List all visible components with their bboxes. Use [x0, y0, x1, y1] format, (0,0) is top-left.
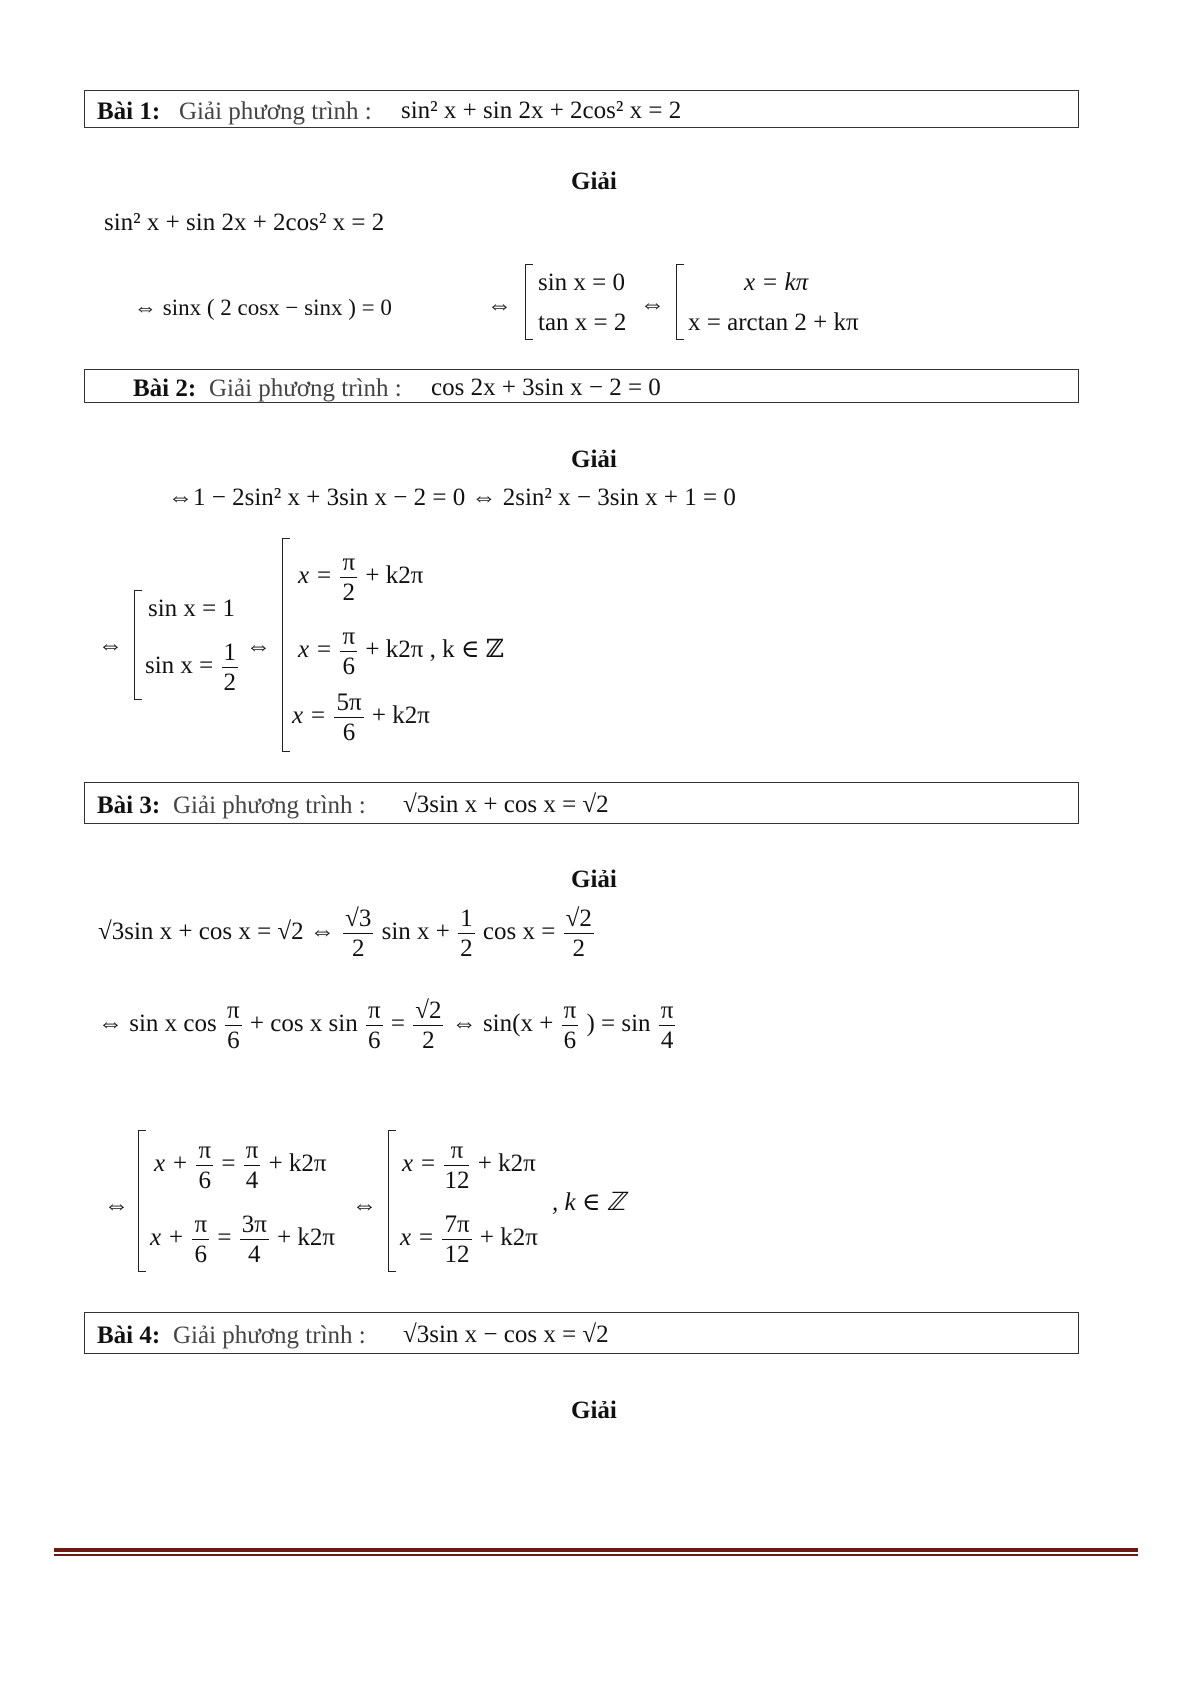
sol3-line2-a: ⇔ sin x cos	[98, 1010, 217, 1038]
plus-k2pi: + k2π	[277, 1224, 336, 1252]
footer-rule	[54, 1548, 1138, 1552]
system-bracket	[525, 264, 533, 340]
sol2-sys-a2-left: sin x =	[145, 652, 214, 680]
sol1-line1: sin² x + sin 2x + 2cos² x = 2	[104, 209, 385, 236]
equals: =	[390, 1010, 405, 1038]
fraction	[343, 906, 373, 961]
solution-heading: Giải	[571, 866, 617, 893]
plus-k2pi: + k2π	[477, 1150, 536, 1178]
fraction	[366, 998, 383, 1053]
numerator: π	[245, 1137, 259, 1164]
denominator: 4	[660, 1027, 674, 1054]
sinx-plus: sin x +	[381, 918, 450, 946]
problem-2-box	[84, 369, 1079, 403]
denominator: 2	[352, 935, 365, 962]
denominator: 4	[248, 1241, 261, 1268]
sol3-line2-c: ⇔ sin(x +	[451, 1010, 554, 1038]
plus-k2pi: + k2π	[365, 636, 424, 664]
problem-1-box	[84, 90, 1079, 128]
sol3-line2-d: ) = sin	[586, 1010, 651, 1038]
denominator: 2	[422, 1027, 435, 1054]
system-bracket	[138, 1130, 146, 1272]
fraction	[334, 690, 363, 745]
footer-rule-thin	[54, 1554, 1138, 1556]
system-bracket	[134, 590, 142, 700]
fraction	[192, 1212, 209, 1267]
solution-heading: Giải	[571, 168, 617, 195]
sol3-line2	[98, 998, 677, 1053]
sol1-sys-a2: tan x = 2	[538, 309, 627, 336]
sol2-root-3	[292, 690, 430, 745]
equiv-arrow: ⇔	[98, 632, 123, 659]
numerator: π	[342, 623, 356, 650]
problem-label: Bài 1:	[97, 98, 161, 125]
problem-3-box	[84, 782, 1079, 824]
equals: =	[217, 1224, 232, 1252]
denominator: 2	[223, 669, 237, 696]
sol3-line1-left: √3sin x + cos x = √2 ⇔	[98, 918, 335, 946]
sol2-root-2	[298, 624, 504, 679]
sol3-root-2	[400, 1212, 538, 1267]
numerator: 1	[223, 639, 237, 666]
plus-k2pi: + k2π	[371, 702, 430, 730]
x-plus: x +	[150, 1224, 185, 1252]
problem-label: Bài 3:	[97, 792, 161, 819]
denominator: 4	[245, 1167, 259, 1194]
equiv-arrow: ⇔	[487, 292, 512, 319]
plus-k2pi: + k2π	[479, 1224, 538, 1252]
solution-heading: Giải	[571, 446, 617, 473]
equiv-arrow: ⇔	[246, 633, 271, 660]
sol2-sys-a1: sin x = 1	[148, 595, 236, 622]
problem-prompt: Giải phương trình :	[179, 98, 372, 125]
fraction	[196, 1138, 213, 1193]
numerator: π	[563, 997, 577, 1024]
problem-equation: sin² x + sin 2x + 2cos² x = 2	[401, 97, 682, 124]
numerator: π	[367, 997, 381, 1024]
x-plus: x +	[154, 1150, 189, 1178]
fraction	[444, 1138, 469, 1193]
numerator: π	[198, 1137, 212, 1164]
equiv-arrow: ⇔	[352, 1192, 377, 1219]
problem-4-box	[84, 1312, 1079, 1354]
sol1-sys-b2: x = arctan 2 + kπ	[688, 309, 859, 336]
fraction	[240, 1212, 269, 1267]
sol1-sys-b1: x = kπ	[744, 269, 809, 296]
denominator: 6	[342, 719, 356, 746]
fraction	[413, 998, 443, 1053]
denominator: 12	[444, 1241, 470, 1268]
denominator: 6	[227, 1027, 240, 1054]
fraction	[225, 998, 242, 1053]
denominator: 2	[342, 579, 356, 606]
sol3-line2-b: + cos x sin	[249, 1010, 358, 1038]
numerator: √3	[345, 905, 372, 932]
fraction	[564, 906, 594, 961]
x-eq: x =	[298, 636, 333, 664]
denominator: 6	[563, 1027, 577, 1054]
fraction	[659, 998, 676, 1053]
numerator: 1	[460, 905, 473, 932]
numerator: √2	[415, 997, 442, 1024]
sol2-line1: ⇔1 − 2sin² x + 3sin x − 2 = 0 ⇔ 2sin² x − 3sin x + 1 = 0	[168, 484, 736, 511]
x-eq: x =	[402, 1150, 437, 1178]
sol1-sys-a1: sin x = 0	[538, 269, 626, 296]
denominator: 6	[342, 653, 356, 680]
sol3-sys-a1	[154, 1138, 327, 1193]
x-eq: x =	[400, 1224, 435, 1252]
k-in-z: , k ∈ ℤ	[429, 636, 504, 664]
denominator: 12	[444, 1167, 470, 1194]
problem-label: Bài 2:	[133, 375, 197, 402]
sol2-root-1	[298, 550, 423, 605]
sol3-sys-a2	[150, 1212, 335, 1267]
problem-equation: √3sin x + cos x = √2	[403, 791, 609, 818]
fraction	[442, 1212, 471, 1267]
numerator: π	[342, 549, 356, 576]
denominator: 2	[460, 935, 473, 962]
numerator: π	[660, 997, 674, 1024]
x-eq: x =	[292, 702, 327, 730]
numerator: 7π	[444, 1211, 470, 1238]
problem-equation: cos 2x + 3sin x − 2 = 0	[431, 374, 661, 401]
numerator: π	[227, 997, 240, 1024]
fraction	[562, 998, 579, 1053]
denominator: 6	[194, 1241, 208, 1268]
sol3-line1	[98, 906, 596, 961]
denominator: 6	[198, 1167, 212, 1194]
system-bracket	[676, 264, 684, 340]
cosx-eq: cos x =	[482, 918, 556, 946]
fraction	[340, 624, 357, 679]
problem-label: Bài 4:	[97, 1322, 161, 1349]
sol2-sys-a2	[145, 640, 240, 695]
equiv-arrow: ⇔	[104, 1192, 129, 1219]
system-bracket	[388, 1130, 396, 1272]
fraction	[340, 550, 357, 605]
numerator: π	[444, 1138, 469, 1166]
problem-prompt: Giải phương trình :	[173, 1322, 366, 1349]
problem-prompt: Giải phương trình :	[209, 375, 402, 402]
numerator: √2	[565, 905, 592, 932]
numerator: 3π	[241, 1211, 267, 1238]
sol3-root-1	[402, 1138, 536, 1193]
equiv-arrow: ⇔	[640, 291, 665, 318]
x-eq: x =	[298, 562, 333, 590]
system-bracket	[282, 538, 290, 752]
plus-k2pi: + k2π	[365, 562, 424, 590]
fraction	[222, 640, 239, 695]
fraction	[244, 1138, 261, 1193]
k-in-z: , k ∈ ℤ	[552, 1189, 626, 1216]
numerator: 5π	[336, 689, 362, 716]
plus-k2pi: + k2π	[268, 1150, 327, 1178]
fraction	[458, 906, 475, 961]
denominator: 6	[368, 1027, 381, 1054]
problem-equation: √3sin x − cos x = √2	[403, 1321, 609, 1348]
denominator: 2	[572, 935, 585, 962]
numerator: π	[194, 1211, 208, 1238]
solution-heading: Giải	[571, 1397, 617, 1424]
problem-prompt: Giải phương trình :	[173, 792, 366, 819]
equals: =	[221, 1150, 236, 1178]
sol1-line2: ⇔ sinx ( 2 cosx − sinx ) = 0	[134, 295, 392, 320]
